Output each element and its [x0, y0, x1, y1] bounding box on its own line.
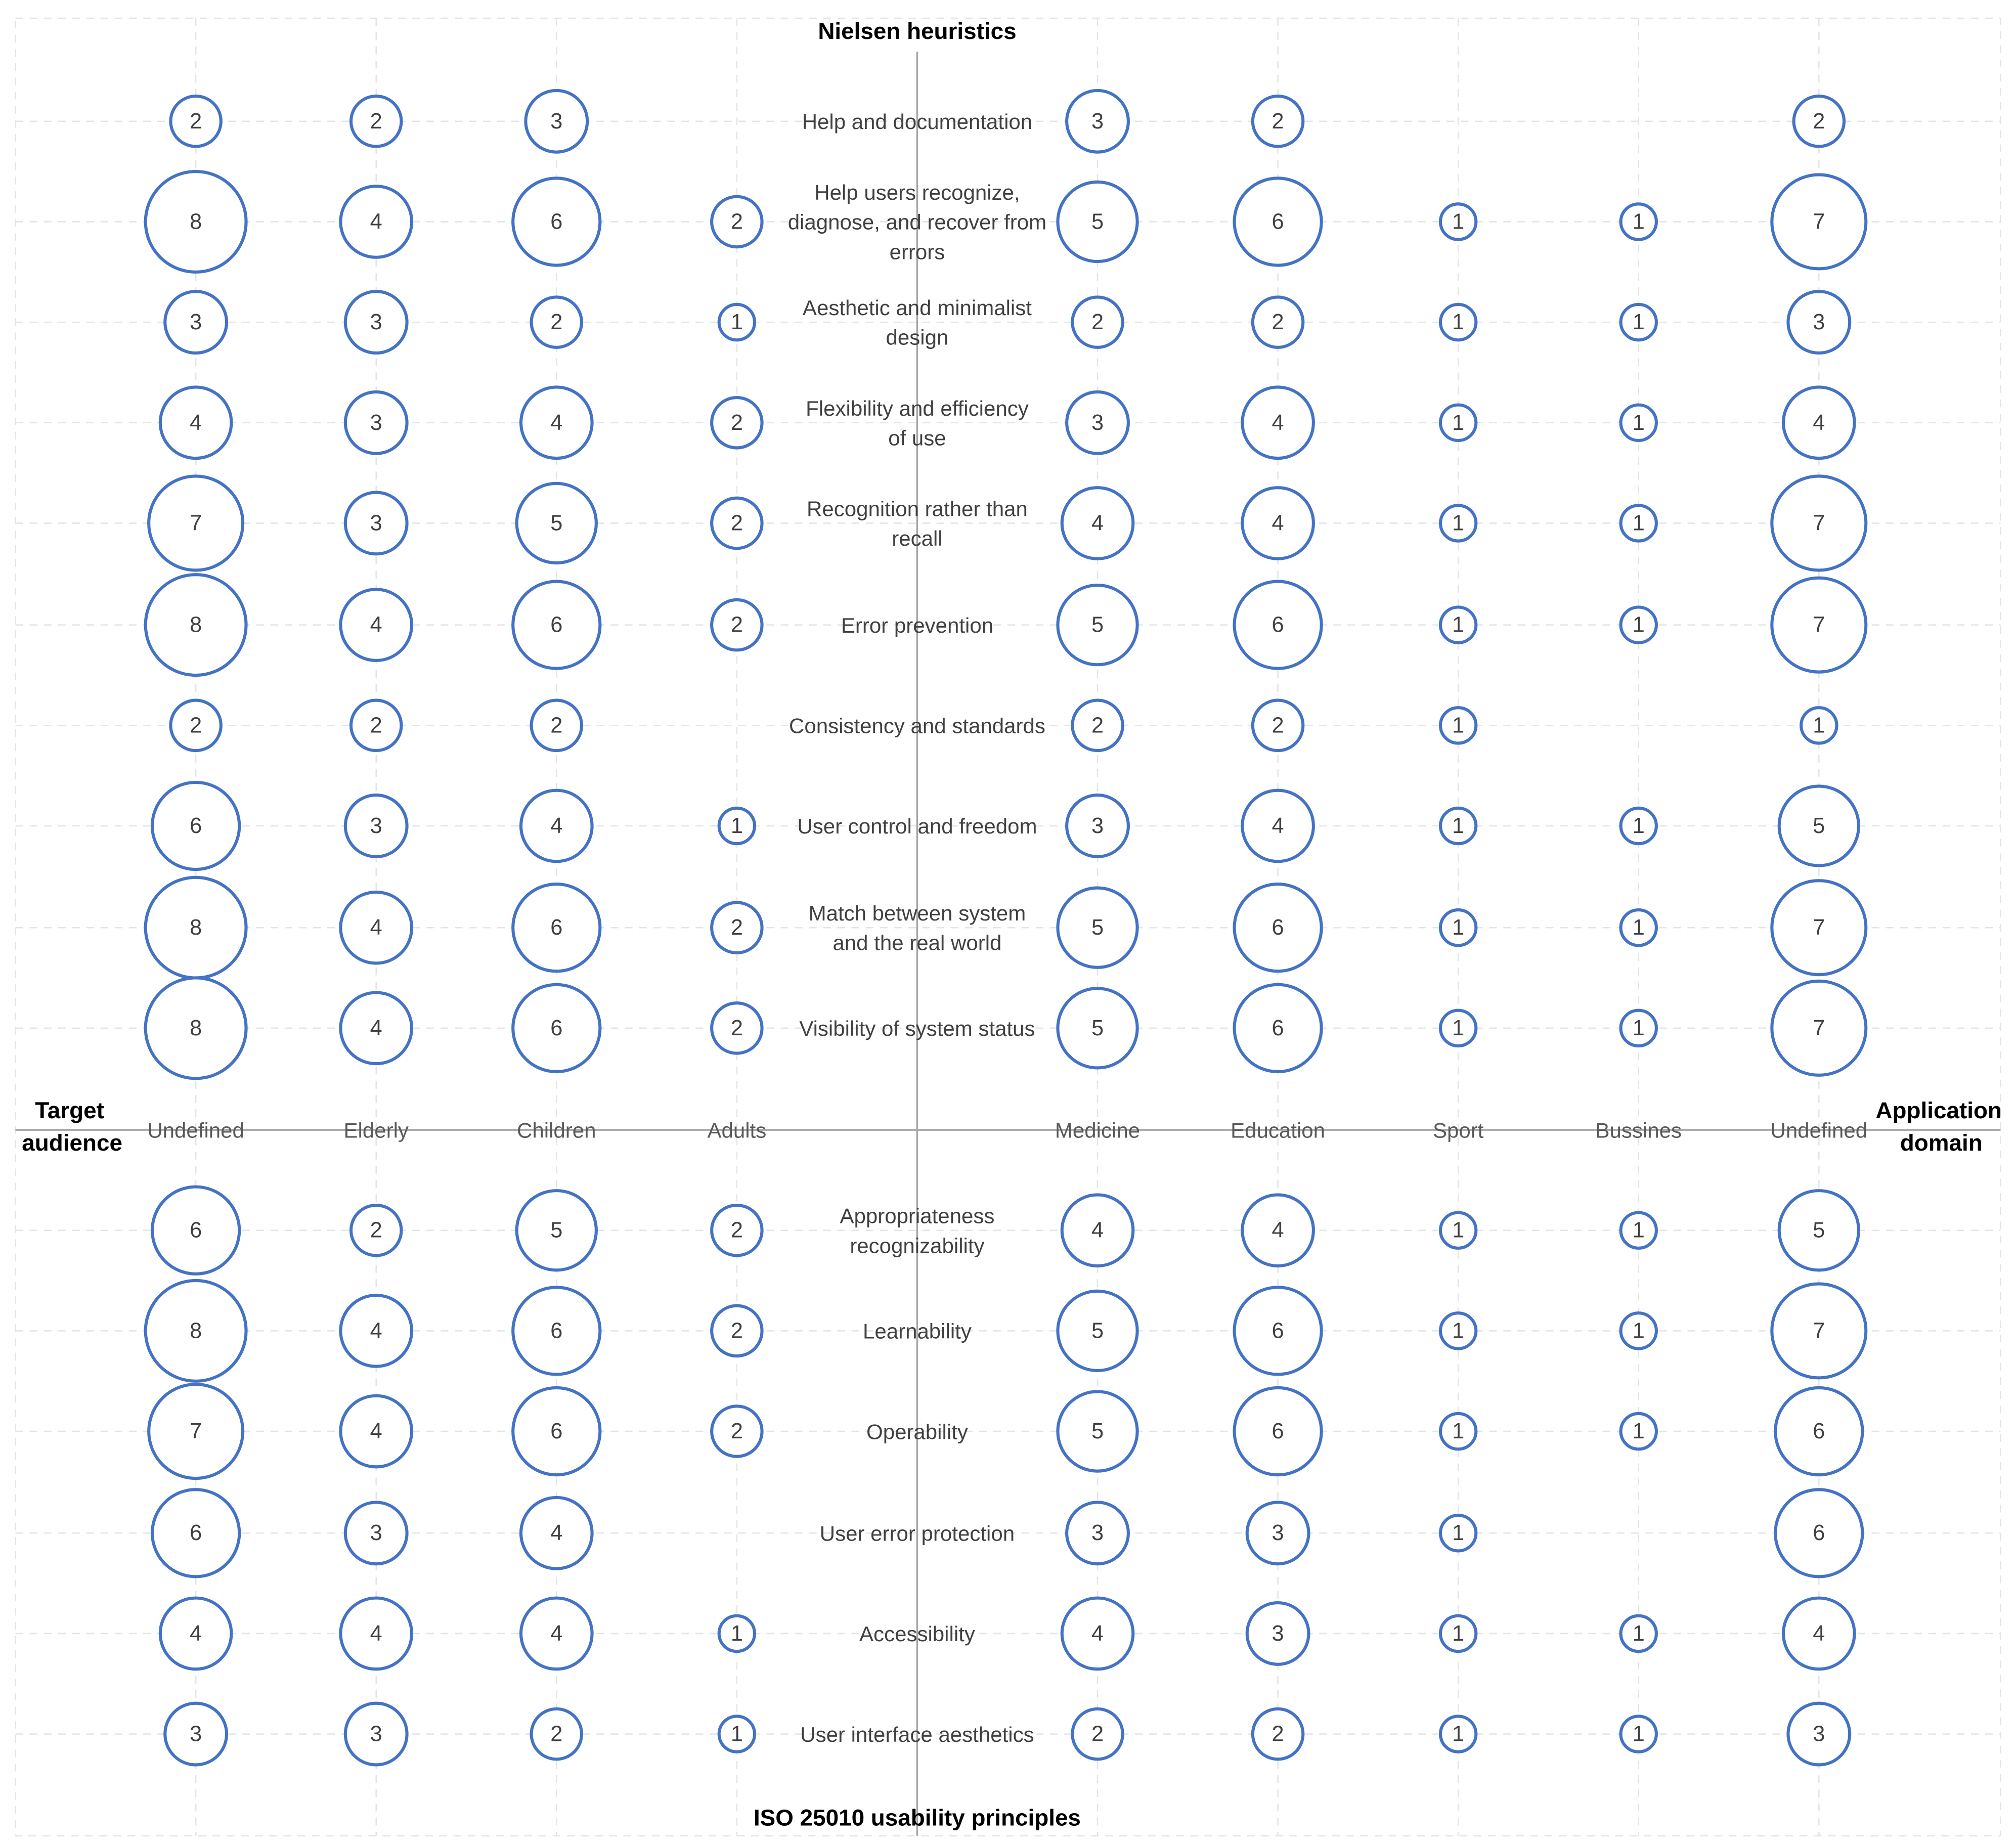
bubble-value-label: 6	[550, 1419, 563, 1444]
bubble-value-label: 5	[1091, 915, 1104, 940]
bubble-value-label: 3	[190, 310, 202, 335]
bubble-value-label: 1	[1452, 1521, 1465, 1546]
row-label: recognizability	[850, 1234, 985, 1258]
bubble-value-label: 1	[1632, 612, 1645, 637]
bubble-value-label: 7	[190, 1419, 202, 1444]
bubble-value-label: 5	[1091, 612, 1104, 637]
bubble-value-label: 8	[190, 1319, 202, 1343]
bubble-value-label: 4	[1091, 1218, 1104, 1243]
bubble-value-label: 4	[370, 915, 382, 940]
bubble-value-label: 1	[1452, 1621, 1465, 1646]
bubble-value-label: 2	[1813, 109, 1825, 134]
bubble-value-label: 3	[1813, 1722, 1825, 1746]
bubble-value-label: 2	[730, 209, 743, 234]
bubble-value-label: 3	[1813, 310, 1825, 335]
bubble-value-label: 4	[550, 410, 563, 435]
bubble-value-label: 2	[730, 1419, 743, 1444]
bubble-value-label: 4	[370, 1016, 382, 1040]
bubble-value-label: 1	[1813, 713, 1825, 738]
bubble-value-label: 1	[1632, 1218, 1645, 1243]
bubble-value-label: 1	[1452, 1016, 1465, 1040]
bubble-value-label: 7	[1813, 1319, 1825, 1343]
row	[170, 700, 1836, 751]
bubble-value-label: 8	[190, 209, 202, 234]
left-category-label: Adults	[707, 1118, 767, 1143]
bubble-value-label: 1	[730, 1722, 743, 1746]
bubble-value-label: 8	[190, 612, 202, 637]
bubble-value-label: 3	[370, 410, 382, 435]
bubble-value-label: 2	[730, 1016, 743, 1040]
bubble-value-label: 6	[1272, 915, 1284, 940]
bubble-value-label: 2	[550, 1722, 563, 1746]
bubble-value-label: 1	[1452, 511, 1465, 536]
left-category-label: Children	[517, 1118, 596, 1143]
row-label: errors	[889, 240, 945, 264]
right-category-label: Bussines	[1595, 1118, 1682, 1143]
bubble-value-label: 1	[1632, 813, 1645, 838]
bubble-value-label: 2	[370, 713, 382, 738]
bubble-value-label: 6	[1272, 1016, 1284, 1040]
bubble-value-label: 6	[1272, 209, 1284, 234]
right-category-label: Education	[1231, 1118, 1326, 1143]
bubble-value-label: 5	[550, 1218, 563, 1243]
bubble-value-label: 1	[1452, 209, 1465, 234]
bubble-value-label: 6	[190, 1218, 202, 1243]
bubble-value-label: 1	[1632, 1016, 1645, 1040]
bubble-value-label: 4	[1813, 410, 1825, 435]
bubble-value-label: 5	[1091, 209, 1104, 234]
bubble-value-label: 2	[1091, 310, 1104, 335]
bubble-value-label: 6	[550, 612, 563, 637]
bubble-value-label: 2	[190, 713, 202, 738]
bubble-value-label: 3	[370, 1521, 382, 1546]
bubble-value-label: 4	[1272, 511, 1284, 536]
bubble-value-label: 2	[730, 1218, 743, 1243]
bubble-value-label: 2	[190, 109, 202, 134]
bubble-value-label: 3	[1091, 1521, 1104, 1546]
bubble-value-label: 1	[1452, 310, 1465, 335]
row-label: Help users recognize,	[814, 181, 1020, 205]
row-label: recall	[892, 526, 943, 551]
row-label: Flexibility and efficiency	[806, 396, 1029, 420]
bubble-value-label: 1	[1632, 1419, 1645, 1444]
bubble-value-label: 1	[1632, 1621, 1645, 1646]
bubble-value-label: 4	[1272, 813, 1284, 838]
row-label: design	[886, 325, 949, 349]
bubble-value-label: 2	[730, 915, 743, 940]
bubble-value-label: 4	[190, 410, 202, 435]
right-category-label: Undefined	[1770, 1118, 1868, 1143]
bubble-value-label: 6	[1813, 1521, 1825, 1546]
right-axis-label-line2: domain	[1900, 1129, 1983, 1156]
bubble-value-label: 4	[370, 209, 382, 234]
row-label: and the real world	[832, 931, 1002, 955]
bubble-value-label: 2	[730, 612, 743, 637]
bubble-value-label: 6	[550, 1319, 563, 1343]
bubble-value-label: 3	[1091, 109, 1104, 134]
bubble-value-label: 4	[1813, 1621, 1825, 1646]
bubble-value-label: 6	[1272, 1419, 1284, 1444]
bubble-value-label: 2	[1272, 713, 1284, 738]
bubble-value-label: 1	[1452, 713, 1465, 738]
bubble-value-label: 2	[550, 310, 563, 335]
top-title: Nielsen heuristics	[818, 18, 1017, 44]
bubble-value-label: 6	[550, 915, 563, 940]
bubble-value-label: 1	[1452, 915, 1465, 940]
bubble-value-label: 1	[1452, 410, 1465, 435]
bubble-value-label: 1	[1632, 209, 1645, 234]
bubble-value-label: 4	[370, 612, 382, 637]
bubble-value-label: 1	[1452, 1722, 1465, 1746]
bubble-value-label: 6	[550, 209, 563, 234]
bottom-title: ISO 25010 usability principles	[753, 1805, 1081, 1831]
bubble-value-label: 1	[1632, 915, 1645, 940]
left-axis-label-line1: Target	[35, 1097, 104, 1124]
bubble-value-label: 6	[190, 813, 202, 838]
bubble-value-label: 2	[550, 713, 563, 738]
bubble-value-label: 1	[730, 310, 743, 335]
bubble-value-label: 7	[1813, 511, 1825, 536]
bubble-value-label: 3	[550, 109, 563, 134]
bubble-value-label: 2	[730, 1319, 743, 1343]
right-category-label: Medicine	[1055, 1118, 1141, 1143]
bubble-value-label: 2	[1272, 1722, 1284, 1746]
bubble-value-label: 7	[1813, 1016, 1825, 1040]
bubble-value-label: 4	[370, 1319, 382, 1343]
bubble-value-label: 1	[1452, 813, 1465, 838]
bubble-value-label: 2	[1091, 1722, 1104, 1746]
bubble-value-label: 4	[550, 1521, 563, 1546]
bubble-value-label: 1	[730, 1621, 743, 1646]
bubble-value-label: 6	[1272, 1319, 1284, 1343]
row-label: User interface aesthetics	[800, 1722, 1034, 1746]
bubble-value-label: 3	[370, 813, 382, 838]
bubble-value-label: 6	[1272, 612, 1284, 637]
bubble-value-label: 3	[1091, 410, 1104, 435]
right-category-label: Sport	[1432, 1118, 1484, 1143]
row-label: Consistency and standards	[789, 714, 1045, 738]
bubble-value-label: 1	[1452, 1218, 1465, 1243]
bubble-value-label: 2	[730, 511, 743, 536]
bubble-value-label: 5	[1091, 1319, 1104, 1343]
bubble-value-label: 1	[1632, 410, 1645, 435]
bubble-value-label: 2	[370, 1218, 382, 1243]
bubble-value-label: 3	[1272, 1621, 1284, 1646]
bubble-value-label: 2	[1272, 310, 1284, 335]
row-label: Help and documentation	[802, 110, 1033, 134]
bubble-value-label: 1	[1452, 612, 1465, 637]
bubble-value-label: 1	[1632, 511, 1645, 536]
gridlines	[16, 18, 2001, 1836]
row-label: Aesthetic and minimalist	[802, 296, 1032, 320]
row-label: User error protection	[819, 1521, 1015, 1546]
bubble-value-label: 4	[370, 1621, 382, 1646]
row-label: Accessibility	[859, 1622, 975, 1646]
bubble-value-label: 6	[1813, 1419, 1825, 1444]
bubble-value-label: 3	[370, 511, 382, 536]
bubble-value-label: 5	[1091, 1419, 1104, 1444]
left-category-label: Undefined	[147, 1118, 244, 1143]
bubble-value-label: 7	[1813, 915, 1825, 940]
bubble-value-label: 7	[1813, 209, 1825, 234]
row-label: diagnose, and recover from	[787, 210, 1047, 234]
bubble-value-label: 6	[190, 1521, 202, 1546]
bubble-value-label: 5	[1091, 1016, 1104, 1040]
row-label: Match between system	[808, 901, 1026, 926]
bubble-value-label: 4	[1091, 1621, 1104, 1646]
bubble-value-label: 1	[1632, 310, 1645, 335]
bubble-value-label: 8	[190, 1016, 202, 1040]
bubble-value-label: 3	[370, 1722, 382, 1746]
row-label: Visibility of system status	[799, 1017, 1035, 1041]
row-label: User control and freedom	[797, 814, 1037, 839]
bubble-value-label: 3	[190, 1722, 202, 1746]
row-label: Appropriateness	[840, 1204, 995, 1228]
bubble-value-label: 4	[370, 1419, 382, 1444]
bubble-value-label: 3	[370, 310, 382, 335]
row-label: Recognition rather than	[807, 497, 1028, 521]
row-label: Learnability	[862, 1319, 972, 1343]
bubble-value-label: 8	[190, 915, 202, 940]
bubble-value-label: 4	[190, 1621, 202, 1646]
bubble-value-label: 4	[550, 813, 563, 838]
bubble-value-label: 5	[1813, 1218, 1825, 1243]
bubble-value-label: 2	[730, 410, 743, 435]
bubble-value-label: 1	[730, 813, 743, 838]
bubble-value-label: 3	[1272, 1521, 1284, 1546]
bubble-value-label: 4	[550, 1621, 563, 1646]
bubble-value-label: 1	[1452, 1419, 1465, 1444]
left-axis-label-line2: audience	[22, 1129, 122, 1156]
bubble-value-label: 3	[1091, 813, 1104, 838]
bubble-value-label: 5	[1813, 813, 1825, 838]
row-label: Error prevention	[841, 613, 994, 637]
row-label: of use	[888, 426, 946, 450]
bubble-value-label: 1	[1632, 1722, 1645, 1746]
bubble-value-label: 1	[1632, 1319, 1645, 1343]
bubble-value-label: 5	[550, 511, 563, 536]
bubble-value-label: 2	[1272, 109, 1284, 134]
bubble-value-label: 2	[1091, 713, 1104, 738]
bubble-value-label: 4	[1272, 1218, 1284, 1243]
bubble-value-label: 1	[1452, 1319, 1465, 1343]
bubble-value-label: 7	[190, 511, 202, 536]
bubble-value-label: 4	[1272, 410, 1284, 435]
bubble-value-label: 6	[550, 1016, 563, 1040]
bubble-value-label: 7	[1813, 612, 1825, 637]
row-label: Operability	[866, 1420, 968, 1444]
left-category-label: Elderly	[343, 1118, 409, 1143]
right-axis-label-line1: Application	[1875, 1097, 2002, 1124]
bubble-value-label: 2	[370, 109, 382, 134]
bubble-value-label: 4	[1091, 511, 1104, 536]
